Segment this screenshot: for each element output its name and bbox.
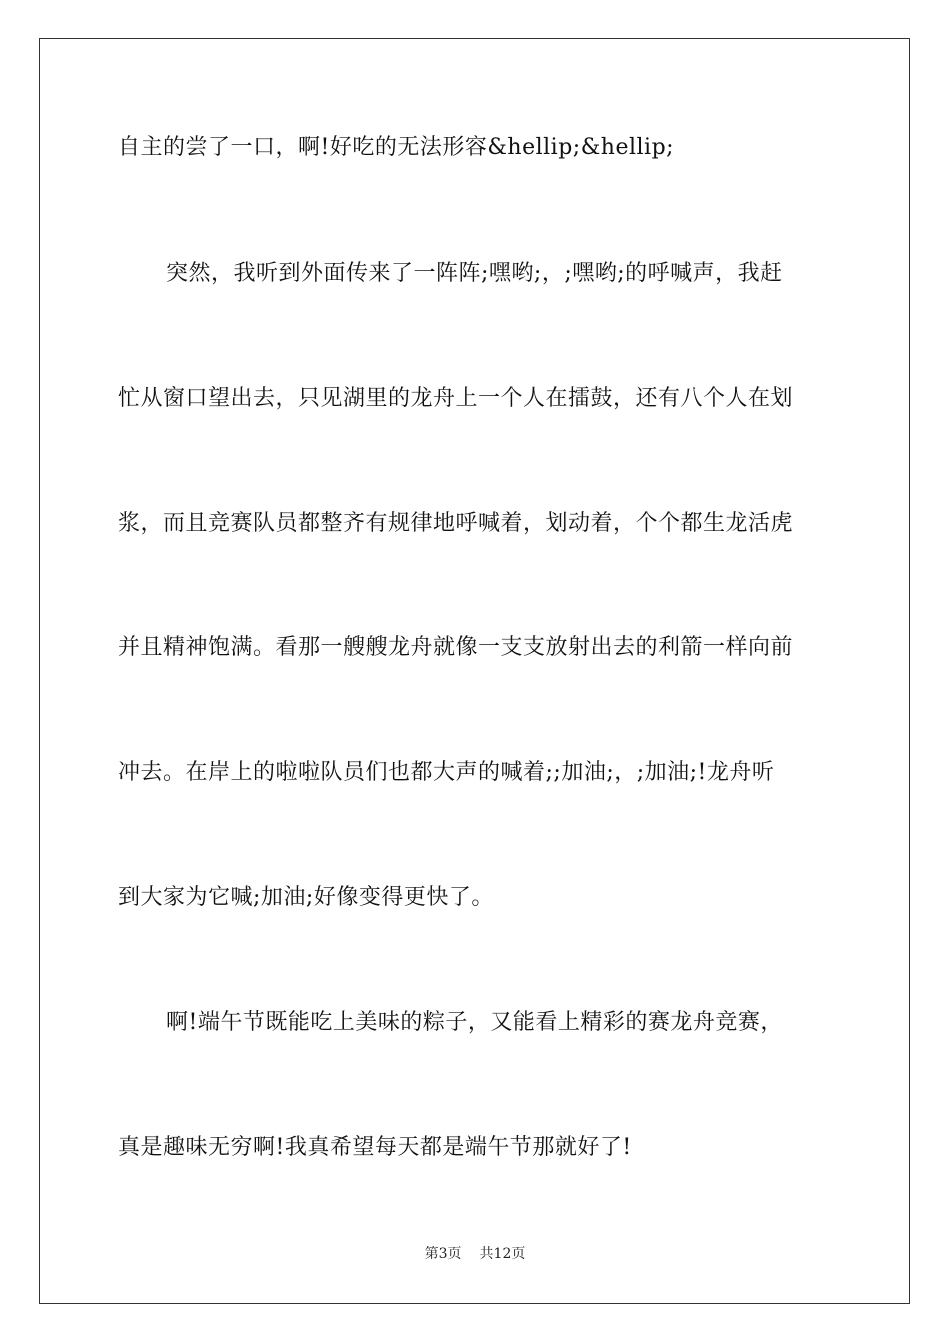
text-line-1: 自主的尝了一口，啊!好吃的无法形容&hellip;&hellip; — [118, 135, 675, 160]
total-pages: 共12页 — [479, 1246, 526, 1262]
text-line-2: 突然，我听到外面传来了一阵阵;嘿哟;，;嘿哟;的呼喊声，我赶 — [166, 261, 783, 286]
text-line-7: 到大家为它喊;加油;好像变得更快了。 — [118, 885, 494, 910]
text-line-9: 真是趣味无穷啊!我真希望每天都是端午节那就好了! — [118, 1135, 632, 1160]
text-line-5: 并且精神饱满。看那一艘艘龙舟就像一支支放射出去的利箭一样向前 — [118, 635, 794, 660]
page-border — [39, 38, 910, 1304]
text-line-4: 浆，而且竞赛队员都整齐有规律地呼喊着，划动着，个个都生龙活虎 — [118, 511, 794, 536]
text-line-6: 冲去。在岸上的啦啦队员们也都大声的喊着;;加油;，;加油;!龙舟听 — [118, 760, 775, 785]
page-number: 第3页 — [424, 1246, 462, 1262]
text-line-8: 啊!端午节既能吃上美味的粽子，又能看上精彩的赛龙舟竞赛， — [166, 1010, 783, 1035]
page-footer — [0, 1244, 950, 1264]
text-line-3: 忙从窗口望出去，只见湖里的龙舟上一个人在擂鼓，还有八个人在划 — [118, 386, 794, 411]
